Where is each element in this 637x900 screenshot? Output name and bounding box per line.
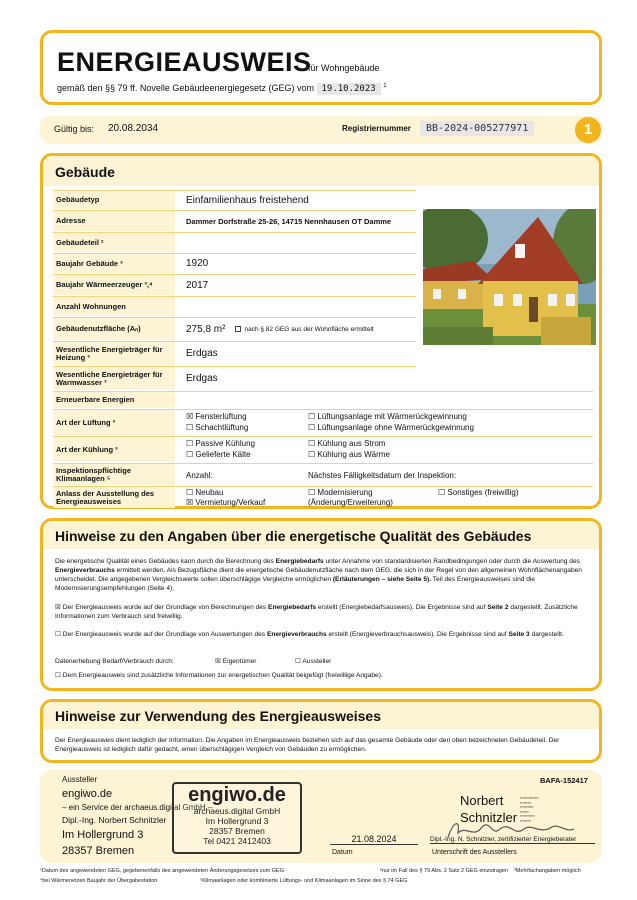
row-label: Erneuerbare Energien (53, 392, 175, 408)
row-value: 1920 (186, 258, 209, 269)
demand-text: dargestellt. Zusätzliche Informationen zum Verbrauch sind freiwillig. (55, 604, 578, 620)
company-stamp (172, 782, 302, 854)
consumption-bold: Energieverbrauchs (266, 631, 327, 638)
demand-checkbox[interactable]: ☒ (55, 604, 61, 611)
checkbox-mark: ☐ (186, 488, 194, 497)
footnotes-row2 (40, 878, 600, 884)
ventilation-window-checkbox[interactable] (186, 412, 247, 421)
subtitle-text: gemäß den §§ 79 ff. Novelle Gebäudeenergiegesetz (GEG) vom (57, 83, 314, 93)
area-value: 275,8 m² (186, 323, 226, 335)
stamp-street: Im Hollergrund 3 (205, 816, 269, 826)
building-photo (423, 209, 596, 345)
checkbox-label: Kühlung aus Wärme (317, 450, 390, 459)
row-label: Gebäudenutzfläche (Aₙ) (53, 318, 175, 340)
date-label: Datum (332, 849, 353, 856)
stamp-company: archaeus.digital GmbH (193, 806, 281, 816)
checkbox-mark: ☐ (438, 488, 446, 497)
attached-label: Dem Energieausweis sind zusätzliche Informationen zur energetischen Qualität beigefügt (freiwillige Angabe). (62, 672, 383, 679)
issue-date: 21.08.2024 (330, 834, 418, 845)
row-value (181, 297, 416, 316)
consumption-checkbox[interactable]: ☐ (55, 631, 61, 638)
checkbox-label: Gelieferte Kälte (195, 450, 251, 459)
checkbox-label: Lüftungsanlage ohne Wärmerückgewinnung (317, 423, 474, 432)
page-number-badge: 1 (575, 117, 601, 143)
row-cooling (53, 436, 593, 462)
stamp-brand: engiwo.de (188, 784, 286, 806)
owner-checkbox[interactable] (215, 658, 257, 667)
law-note: 1 (383, 83, 387, 89)
row-value (181, 233, 416, 252)
consumption-text: dargestellt. (529, 631, 564, 638)
footnote-3: ³Mehrfachangaben möglich (514, 868, 581, 874)
building-section-header (43, 156, 599, 186)
intro-bold: Energieverbrauchs (55, 566, 115, 574)
row-renewables (53, 391, 593, 408)
ventilation-norecovery-checkbox[interactable] (308, 423, 474, 432)
ventilation-shaft-checkbox[interactable] (186, 423, 248, 432)
checkbox-label: Kühlung aus Strom (317, 439, 386, 448)
usage-section-title: Hinweise zur Verwendung des Energieausweises (55, 708, 382, 724)
quality-intro (55, 558, 595, 594)
collection-label: Datenerhebung Bedarf/Verbrauch durch: (55, 658, 174, 665)
checkbox-label: Sonstiges (freiwillig) (447, 488, 519, 497)
checkbox-label: Passive Kühlung (195, 439, 255, 448)
row-year-heater (53, 274, 416, 295)
registration-number: BB-2024-005277971 (420, 121, 534, 136)
stamp-city: 28357 Bremen (209, 826, 265, 836)
row-reason (53, 486, 593, 508)
row-value: Dammer Dorfstraße 25-26, 14715 Nennhausen OT Damme (186, 216, 392, 226)
header-box (40, 30, 602, 105)
building-section (40, 153, 602, 509)
checkbox-mark: ☐ (308, 423, 316, 432)
issuer-section (40, 770, 602, 863)
row-value: Erdgas (186, 348, 218, 359)
quality-section (40, 518, 602, 691)
row-label: Inspektionspflichtige Klimaanlagen ⁵ (53, 464, 175, 485)
row-label: Gebäudeteil ² (53, 233, 175, 252)
demand-bold: Seite 2 (487, 604, 509, 611)
row-value: 2017 (186, 279, 209, 291)
footnote-1: ¹Datum des angewendeten GEG, gegebenenfalls des angewendeten Änderungsgesetzes zum GEG (40, 868, 284, 874)
area-note-checkbox[interactable] (235, 326, 241, 332)
checkbox-mark: ☐ (308, 450, 316, 459)
intro-text: unter Annahme von standardisierten Randbedingungen oder durch die Auswertung des (323, 558, 580, 565)
row-address (53, 210, 416, 231)
house-photo-image (423, 209, 596, 345)
checkbox-mark: ☐ (308, 412, 316, 421)
consumption-bold: Seite 3 (508, 631, 530, 638)
demand-bold: Energiebedarfs (268, 604, 317, 611)
checkbox-mark: ☐ (308, 439, 316, 448)
row-label: Baujahr Wärmeerzeuger ³,⁴ (53, 275, 175, 295)
checkbox-mark: ☐ (308, 488, 316, 497)
row-label: Wesentliche Energieträger für Warmwasser ³ (53, 367, 175, 390)
checkbox-label: Neubau (195, 488, 224, 497)
intro-bold: (Erläuterungen – siehe Seite 5). (332, 575, 432, 583)
building-section-title: Gebäude (55, 164, 115, 180)
row-building-part (53, 232, 416, 252)
consumption-text: Der Energieausweis wurde auf der Grundlage von Auswertungen des (62, 631, 267, 638)
checkbox-label: Eigentümer (222, 658, 257, 665)
footnote-2: ²nur im Fall des § 79 Abs. 2 Satz 2 GEG einzutragen (380, 868, 509, 874)
checkbox-label: Lüftungsanlage mit Wärmerückgewinnung (317, 412, 467, 421)
valid-date: 20.08.2034 (108, 123, 159, 134)
issuer-line2: – ein Service der archaeus.digital GmbH – (62, 803, 213, 812)
document-title-suffix: für Wohngebäude (308, 63, 380, 73)
row-label: Adresse (53, 211, 175, 231)
cooling-heat-checkbox[interactable] (308, 450, 390, 459)
reason-modernization-checkbox[interactable] (308, 488, 418, 507)
document-subtitle (57, 83, 387, 95)
row-label: Art der Kühlung ³ (53, 437, 175, 462)
footnotes-row1 (40, 868, 600, 874)
certification-seal: ▪▪▪▪▪▪▪▪▪▪▪▪▪▪▪ ▪▪▪▪▪▪▪▪▪ ▪▪▪▪▪▪▪▪▪▪▪ ▪▪▪▪▪▪▪ ▪▪▪▪▪▪▪▪▪▪▪▪ ▪▪▪▪▪▪▪▪▪ (520, 796, 539, 823)
row-label: Anlass der Ausstellung des Energieausweises (53, 487, 175, 508)
row-inspection (53, 463, 593, 485)
usage-section (40, 699, 602, 763)
row-water-carrier (53, 366, 416, 390)
usage-text: Der Energieausweis dient lediglich der Information. Die Angaben im Energieausweis beziehen sich auf das gesamte Gebäude oder den oben bezeichneten Gebäudeteil. Der Energieausweis ist lediglich dafür gedacht, einen überschlägigen Vergleich von Gebäuden zu ermöglichen. (55, 737, 560, 753)
reason-rent-sale-checkbox[interactable] (186, 498, 265, 507)
demand-text: erstellt (Energiebedarfsausweis). Die Ergebnisse sind auf (316, 604, 488, 611)
row-usable-area (53, 317, 416, 340)
law-date: 19.10.2023 (317, 83, 381, 95)
row-label: Anzahl Wohnungen (53, 297, 175, 316)
checkbox-mark: ☐ (186, 423, 194, 432)
row-units (53, 296, 416, 316)
footnote-5: ⁵Klimaanlagen oder kombinierte Lüftungs- und Klimaanlagen im Sinne des § 74 GEG (200, 878, 408, 884)
issuer-checkbox[interactable] (295, 658, 331, 667)
consumption-option[interactable] (55, 631, 595, 640)
issuer-line5: 28357 Bremen (62, 845, 135, 857)
row-ventilation (53, 409, 593, 435)
checkbox-mark: ☐ (295, 658, 301, 665)
issuer-line1: engiwo.de (62, 788, 113, 800)
checkbox-label: Fensterlüftung (195, 412, 247, 421)
checkbox-label: Modernisierung (Änderung/Erweiterung) (308, 488, 393, 507)
inspection-count-label: Anzahl: (186, 471, 213, 480)
data-collection-row (55, 658, 595, 667)
area-note-text: nach § 82 GEG aus der Wohnfläche ermittelt (244, 325, 374, 333)
sign-first-name: Norbert (460, 793, 504, 808)
row-label: Art der Lüftung ³ (53, 410, 175, 435)
demand-option[interactable] (55, 604, 595, 622)
checkbox-label: Vermietung/Verkauf (195, 498, 266, 507)
row-building-type (53, 190, 416, 209)
row-year-built (53, 253, 416, 273)
cooling-passive-checkbox[interactable] (186, 439, 255, 448)
intro-text: Die energetische Qualität eines Gebäudes kann durch die Berechnung des (55, 558, 276, 565)
intro-bold: Energiebedarfs (275, 558, 324, 565)
reason-new-checkbox[interactable] (186, 488, 223, 497)
intro-text: ermittelt werden. Als Bezugsfläche dient die energetische Gebäudenutzfläche nach dem GEG, die sich in der Regel von den allgemeinen Wohnflächenangaben unterscheidet. Die angegebenen Vergleichswerte sollen überschlägige Vergleiche ermöglichen (55, 566, 582, 583)
document-title: ENERGIEAUSWEIS (57, 47, 312, 77)
consumption-text: erstellt (Energieverbrauchsausweis). Die Ergebnisse sind auf (326, 631, 509, 638)
checkbox-mark: ☒ (186, 412, 194, 421)
row-label: Gebäudetyp (53, 191, 175, 209)
cooling-delivered-checkbox[interactable] (186, 450, 251, 459)
ventilation-recovery-checkbox[interactable] (308, 412, 467, 421)
checkbox-mark: ☒ (186, 498, 194, 507)
row-value: Erdgas (186, 373, 218, 384)
quality-section-title: Hinweise zu den Angaben über die energetische Qualität des Gebäudes (55, 528, 532, 544)
bafa-number: BAFA-152417 (540, 776, 588, 785)
checkbox-mark: ☐ (186, 439, 194, 448)
signer-role: Dipl.-Ing. N. Schnitzler, zertifizierter Energieberater (430, 836, 595, 844)
demand-text: Der Energieausweis wurde auf der Grundlage von Berechnungen des (62, 604, 269, 611)
signature-label: Unterschrift des Ausstellers (432, 849, 517, 856)
attached-info-option[interactable] (55, 672, 595, 681)
row-value (181, 318, 416, 340)
checkbox-mark: ☒ (215, 658, 221, 665)
footnote-4: ⁴bei Wärmenetzen Baujahr der Übergabestation (40, 878, 158, 884)
valid-label: Gültig bis: (54, 124, 95, 134)
checkbox-label: Aussteller (302, 658, 332, 665)
intro-text: Teil des Energieausweises sind die Modernisierungsempfehlungen (Seite 4). (55, 575, 536, 592)
row-label: Wesentliche Energieträger für Heizung ³ (53, 342, 175, 365)
issuer-line3: Dipl.-Ing. Norbert Schnitzler (62, 815, 167, 825)
stamp-phone: Tel 0421 2412403 (203, 836, 271, 846)
checkbox-label: Schachtlüftung (195, 423, 249, 432)
checkbox-mark: ☐ (186, 450, 194, 459)
issuer-line4: Im Hollergrund 3 (62, 829, 144, 841)
attached-checkbox[interactable]: ☐ (55, 672, 61, 679)
row-heating-carrier (53, 341, 416, 365)
sign-last-name: Schnitzler (460, 810, 518, 825)
issuer-label: Aussteller (62, 775, 98, 784)
row-value: Einfamilienhaus freistehend (186, 194, 309, 206)
registration-label: Registriernummer (342, 124, 411, 133)
reason-other-checkbox[interactable] (438, 488, 519, 497)
row-label: Baujahr Gebäude ³ (53, 254, 175, 273)
inspection-due-label: Nächstes Fälligkeitsdatum der Inspektion: (308, 471, 457, 480)
area-note (235, 326, 373, 333)
validity-bar (40, 116, 602, 144)
cooling-electric-checkbox[interactable] (308, 439, 385, 448)
